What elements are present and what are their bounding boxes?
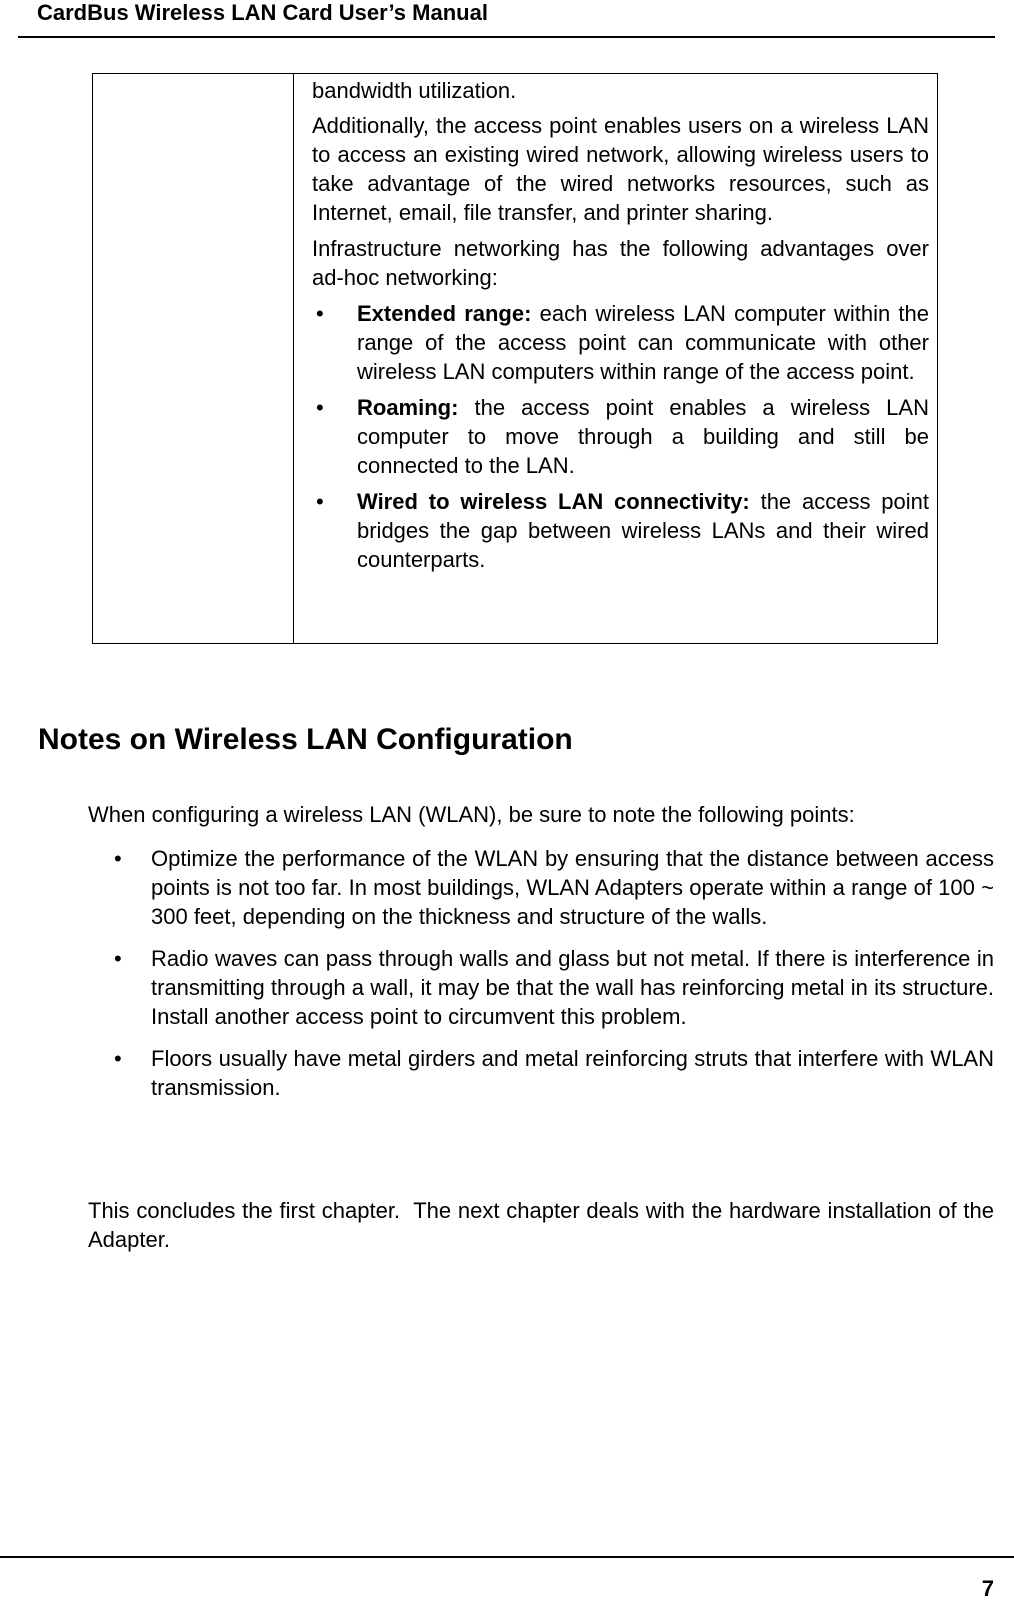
advantage-text: each wireless LAN computer within the range of the access point can communicate with other wireless LAN computers within range of the access point.: [357, 301, 929, 384]
note-text: Radio waves can pass through walls and glass but not metal. If there is interference in transmitting through a wall, it may be that the wall has reinforcing metal in its structure. Install another access point to circumvent this problem.: [151, 946, 994, 1029]
section-intro: When configuring a wireless LAN (WLAN), be sure to note the following points:: [88, 802, 855, 827]
bullet-icon: •: [316, 489, 324, 514]
note-item: [88, 1044, 994, 1102]
table-paragraph: bandwidth utilization.: [312, 78, 517, 103]
advantage-term: Wired to wireless LAN connectivity:: [357, 489, 750, 514]
document-header-title: CardBus Wireless LAN Card User’s Manual: [37, 0, 488, 25]
footer-divider: [0, 1556, 1014, 1558]
bullet-icon: •: [316, 395, 324, 420]
bullet-icon: •: [114, 946, 122, 971]
table-description-cell: [312, 76, 929, 581]
note-item: [88, 944, 994, 1031]
advantage-item-extended-range: [312, 299, 929, 386]
chapter-conclusion: This concludes the first chapter. The next chapter deals with the hardware installation of the Adapter.: [88, 1198, 999, 1252]
header-divider: [18, 36, 995, 38]
advantage-item-roaming: [312, 393, 929, 480]
section-heading: Notes on Wireless LAN Configuration: [38, 723, 573, 756]
advantages-list: [312, 299, 929, 574]
table-column-divider: [293, 74, 294, 643]
advantage-text: the access point bridges the gap between wireless LANs and their wired counterparts.: [357, 489, 929, 572]
note-text: Optimize the performance of the WLAN by ensuring that the distance between access points is not too far. In most buildings, WLAN Adapters operate within a range of 100 ~ 300 feet, depending on the thickness and structure of the walls.: [151, 846, 994, 929]
note-item: [88, 844, 994, 931]
table-paragraph: Additionally, the access point enables users on a wireless LAN to access an existing wired network, allowing wireless users to take advantage of the wired networks resources, such as Internet, email, file transfer, and printer sharing.: [312, 113, 929, 225]
table-paragraph: Infrastructure networking has the following advantages over ad-hoc networking:: [312, 236, 929, 290]
page-number: 7: [981, 1576, 994, 1601]
configuration-notes-list: [88, 844, 994, 1115]
bullet-icon: •: [316, 301, 324, 326]
advantage-term: Roaming:: [357, 395, 459, 420]
infrastructure-table: [92, 73, 938, 644]
advantage-item-wired-connectivity: [312, 487, 929, 574]
bullet-icon: •: [114, 1046, 122, 1071]
note-text: Floors usually have metal girders and metal reinforcing struts that interfere with WLAN transmission.: [151, 1046, 994, 1100]
advantage-term: Extended range:: [357, 301, 532, 326]
bullet-icon: •: [114, 846, 122, 871]
advantage-text: the access point enables a wireless LAN computer to move through a building and still be connected to the LAN.: [357, 395, 929, 478]
